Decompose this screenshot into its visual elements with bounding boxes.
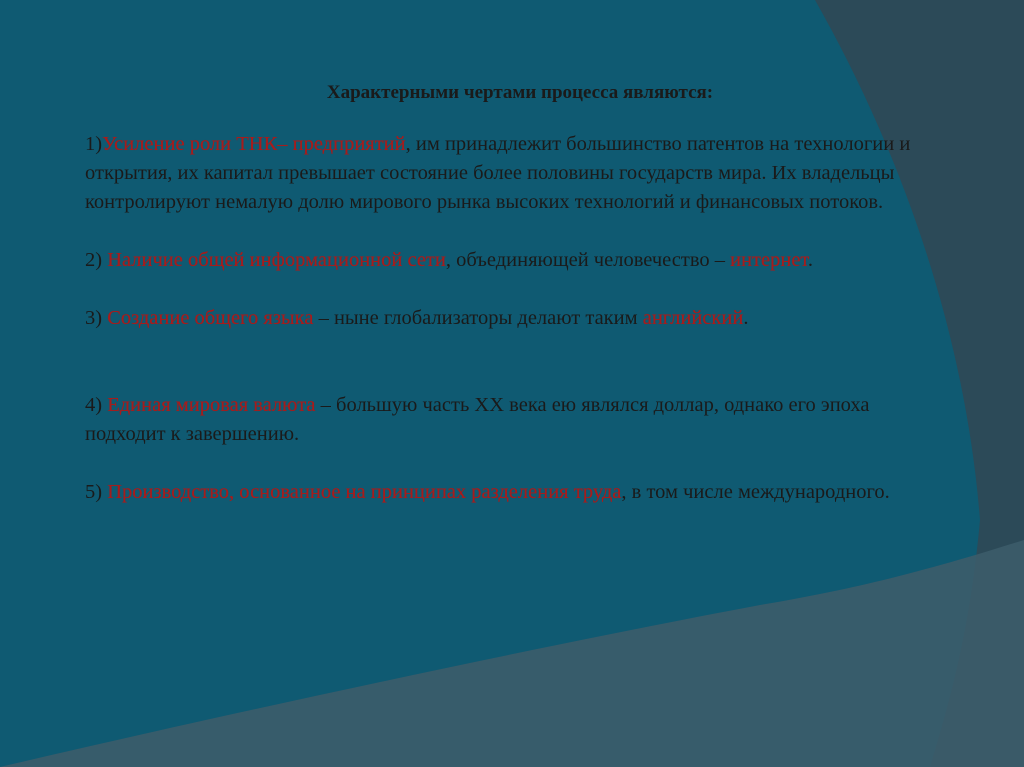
item-1	[85, 130, 945, 217]
item-4-highlight: Единая мировая валюта	[107, 394, 316, 416]
item-2	[85, 246, 945, 275]
slide-title: Характерными чертами процесса являются:	[326, 82, 714, 103]
item-2-highlight-2: интернет	[730, 249, 808, 271]
item-2-end: .	[807, 249, 813, 271]
item-4-number: 4)	[85, 394, 108, 416]
item-2-highlight: Наличие общей информационной сети	[107, 249, 446, 271]
item-2-text: , объединяющей человечество –	[445, 249, 731, 271]
item-1-text: , им принадлежит большинство патентов на технологии и открытия, их капитал превышает состояние более половины государств мира. Их владельцы контролируют немалую долю мирового рынка высоких технологий и финансовых потоков.	[85, 133, 911, 213]
item-3-highlight: Создание общего языка	[107, 307, 314, 329]
item-3-end: .	[743, 307, 749, 329]
item-3-text: – ныне глобализаторы делают таким	[313, 307, 643, 329]
slide-content	[85, 78, 945, 507]
item-5-highlight: Производство, основанное на принципах разделения труда	[107, 481, 622, 503]
item-1-number: 1)	[85, 133, 103, 155]
item-5-text: , в том числе международного.	[621, 481, 890, 503]
item-3	[85, 304, 945, 333]
item-3-number: 3)	[85, 307, 108, 329]
item-5-number: 5)	[85, 481, 108, 503]
item-3-highlight-2: английский	[642, 307, 744, 329]
item-4	[85, 391, 945, 449]
item-5	[85, 478, 945, 507]
item-1-highlight: Усиление роли ТНК– предприятий	[102, 133, 406, 155]
item-4-text: – большую часть XX века ею являлся доллар, однако его эпоха подходит к завершению.	[85, 394, 870, 445]
item-2-number: 2)	[85, 249, 108, 271]
